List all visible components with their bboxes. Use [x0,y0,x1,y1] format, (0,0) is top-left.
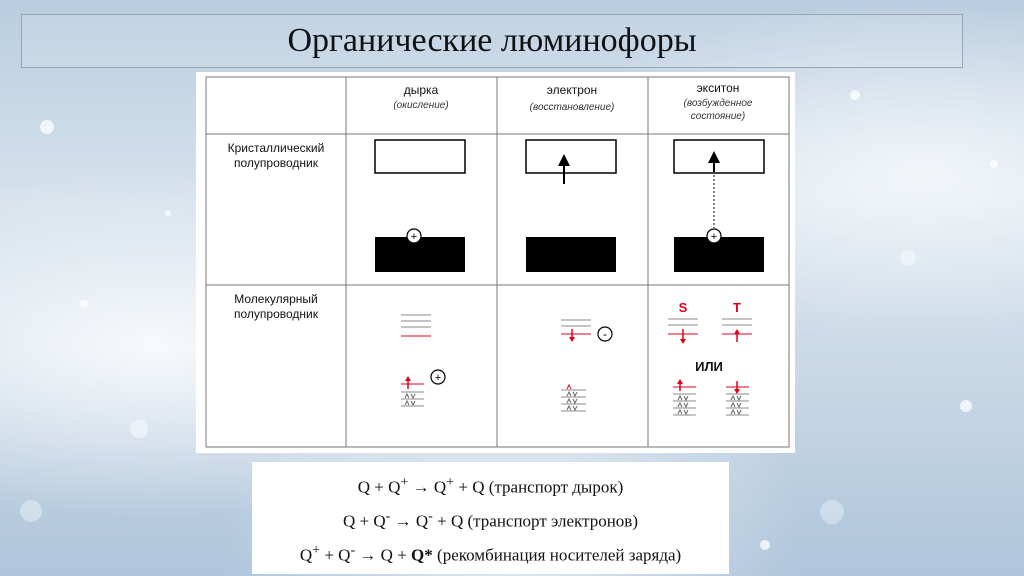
row-header-molecular-1: Молекулярный [234,292,318,306]
col-header-electron: электрон [546,83,598,97]
hole-plus-sign: + [410,231,418,243]
hole-plus-sign: + [710,231,718,243]
molecular-exciton-cell [668,300,752,415]
diagram-table [196,72,795,453]
crystal-electron-cell [526,140,616,272]
hole-plus-sign: + [434,372,442,384]
col-sub2-exciton: состояние) [690,111,746,122]
valence-band [674,237,764,272]
valence-band [375,237,465,272]
singlet-label: S [678,300,688,315]
title-box [21,14,963,68]
crystal-exciton-cell [674,140,764,272]
page-title: Органические люминофоры [287,22,697,59]
electron-minus-sign: - [603,327,607,341]
row-header-crystal-2: полупроводник [234,156,318,170]
conduction-band [526,140,616,173]
col-sub1-exciton: (возбужденное [683,98,753,109]
row-header-crystal-1: Кристаллический [227,141,325,155]
row-header-molecular-2: полупроводник [234,307,318,321]
col-header-hole: дырка [403,83,439,97]
molecular-electron-cell [561,320,612,411]
equation-recombination: Q+ + Q- → Q + Q* (рекомбинация носителей заряда) [299,542,682,565]
col-header-exciton: экситон [696,81,740,95]
equation-electron-transport: Q + Q- → Q- + Q (транспорт электронов) [342,508,638,531]
equation-hole-transport: Q + Q+ → Q+ + Q (транспорт дырок) [357,474,624,497]
conduction-band [375,140,465,173]
col-sub-electron: (восстановление) [529,102,615,113]
molecular-hole-cell [401,315,445,406]
col-sub-hole: (окисление) [393,100,449,111]
valence-band [526,237,616,272]
equations-box [252,462,729,574]
conduction-band [674,140,764,173]
crystal-hole-cell [375,140,465,272]
diagram-svg [196,72,795,453]
triplet-label: T [733,300,741,315]
or-label: ИЛИ [695,359,723,374]
